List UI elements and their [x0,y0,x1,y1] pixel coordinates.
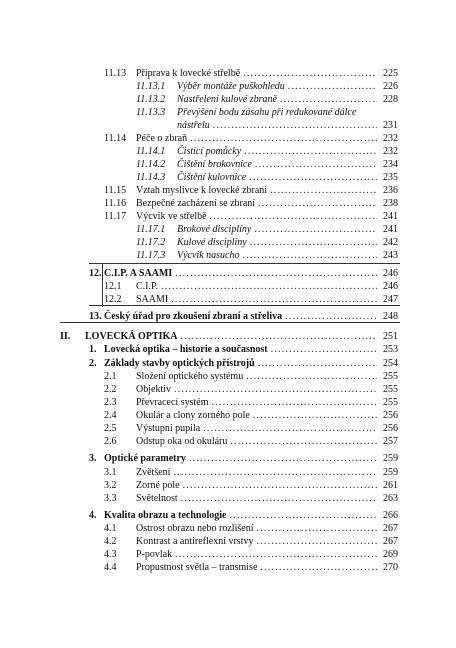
toc-entry-title: Objektiv [136,384,171,395]
toc-entry-page: 236 [383,185,398,196]
toc-entry[interactable] [89,357,398,370]
dot-leader [173,466,377,479]
dot-leader [246,370,377,383]
dot-leader [203,422,377,435]
toc-entry-title: Převýšení bodu zásahu při redukované dálce [177,107,357,118]
toc-entry-page: 228 [383,94,398,105]
toc-entry[interactable] [104,561,398,574]
toc-entry-page: 259 [383,467,398,478]
toc-entry-title: Brokové disciplíny [177,224,252,235]
toc-entry[interactable] [104,522,398,535]
toc-entry[interactable] [60,330,398,343]
toc-entry-number: 11.16 [104,198,127,209]
toc-entry[interactable] [136,80,398,93]
toc-entry-page: 225 [383,68,398,79]
toc-entry-title: Výstupní pupila [136,423,201,434]
toc-entry-title: Nastřelení kulové zbraně [177,94,277,105]
dot-leader [183,479,377,492]
toc-entry-number: 11.13.2 [136,94,166,105]
toc-entry-number: 2. [89,358,97,369]
toc-entry-page: 255 [383,397,398,408]
toc-entry[interactable] [89,267,398,280]
dot-leader [175,267,377,280]
toc-entry-number: 2.6 [104,436,117,447]
dot-leader [189,452,377,465]
dot-leader [213,119,377,132]
toc-entry-number: 11.17.3 [136,250,166,261]
toc-entry[interactable] [104,197,398,210]
toc-entry[interactable] [136,171,398,184]
toc-entry[interactable] [136,106,398,119]
dot-leader [181,492,377,505]
toc-entry-page: 242 [383,237,398,248]
dot-leader [230,509,378,522]
toc-entry-number: 11.13 [104,68,127,79]
toc-entry-title: P-povlak [136,549,173,560]
toc-entry-title: Výcvik ve střelbě [136,211,207,222]
toc-entry[interactable] [104,548,398,561]
toc-entry[interactable] [104,492,398,505]
dot-leader [175,548,377,561]
toc-entry[interactable] [104,409,398,422]
divider [60,322,400,323]
toc-entry-title: Kvalita obrazu a technologie [104,510,227,521]
toc-entry-title: Příprava k lovecké střelbě [136,68,241,79]
toc-entry-title: Čištění brokovnice [177,159,252,170]
divider [89,263,400,264]
toc-entry-number: 4.2 [104,536,117,547]
toc-entry-number: 11.14.2 [136,159,166,170]
toc-entry-number: 4.3 [104,549,117,560]
toc-entry-page: 259 [383,453,398,464]
toc-entry-page: 238 [383,198,398,209]
toc-entry-title: Propustnost světla – transmise [136,562,258,573]
toc-entry-number: 4.1 [104,523,117,534]
dot-leader [258,357,377,370]
toc-entry-page: 235 [383,172,398,183]
toc-entry[interactable] [104,210,398,223]
dot-leader [256,535,377,548]
toc-entry-number: 11.14 [104,133,127,144]
toc-entry[interactable] [104,280,398,293]
toc-entry-page: 241 [383,224,398,235]
toc-entry-title: C.I.P. [136,281,158,292]
toc-entry-page: 247 [383,294,398,305]
toc-entry-title: C.I.P. A SAAMI [104,268,173,279]
toc-entry-page: 263 [383,493,398,504]
toc-entry-number: 11.14.1 [136,146,166,157]
toc-entry[interactable] [136,145,398,158]
dot-leader [280,93,377,106]
toc-entry[interactable] [104,383,398,396]
toc-entry-title: Výběr montáže puškohledu [177,81,285,92]
toc-entry-number: 3.3 [104,493,117,504]
toc-entry-page: 266 [383,510,398,521]
toc-entry-title: Ostrost obrazu nebo rozlišení [136,523,254,534]
toc-entry-page: 241 [383,211,398,222]
dot-leader [288,80,377,93]
toc-entry-title: Kulové disciplíny [177,237,247,248]
divider [102,263,103,307]
toc-entry-page: 261 [383,480,398,491]
toc-entry-number: 3.1 [104,467,117,478]
toc-entry-page: 248 [383,311,398,322]
toc-entry-title: Výcvik nasucho [177,250,240,261]
dot-leader [270,184,377,197]
toc-entry[interactable] [136,249,398,262]
toc-entry-page: 256 [383,410,398,421]
toc-entry[interactable] [104,67,398,80]
toc-entry-page: 232 [383,133,398,144]
toc-entry-title: Péče o zbraň [136,133,188,144]
toc-entry-page: 243 [383,250,398,261]
toc-entry-page: 267 [383,536,398,547]
dot-leader [256,522,377,535]
dot-leader [258,197,377,210]
toc-entry[interactable] [104,370,398,383]
toc-entry-title: Převracecí systém [136,397,209,408]
dot-leader [211,396,377,409]
toc-entry-number: 11.13.3 [136,107,166,118]
dot-leader [161,280,377,293]
toc-entry-title: Lovecká optika – historie a současnost [104,344,268,355]
dot-leader [181,330,377,343]
toc-entry[interactable] [136,93,398,106]
toc-entry-number: 12. [89,268,102,279]
toc-entry-title: Kontrast a antireflexní vrstvy [136,536,254,547]
toc-entry-title: Okulár a clony zorného pole [136,410,250,421]
toc-entry-page: 257 [383,436,398,447]
toc-entry-title: Složení optického systému [136,371,244,382]
toc-entry-number: 2.4 [104,410,117,421]
toc-entry-page: 255 [383,384,398,395]
toc-entry-number: 11.13.1 [136,81,166,92]
toc-entry-number: 13. [89,311,102,322]
toc-entry[interactable] [136,223,398,236]
toc-entry-title: Čisticí pomůcky [177,146,242,157]
dot-leader [253,409,377,422]
toc-entry-title: Odstup oka od okuláru [136,436,228,447]
toc-entry-page: 232 [383,146,398,157]
dot-leader [249,171,377,184]
toc-entry-number: 2.2 [104,384,117,395]
toc-entry-title: Zorné pole [136,480,180,491]
toc-entry-page: 226 [383,81,398,92]
dot-leader [271,343,377,356]
toc-entry[interactable] [177,119,398,132]
toc-entry-title: Bezpečné zacházení se zbraní [136,198,256,209]
toc-entry-page: 231 [383,120,398,131]
dot-leader [255,158,377,171]
toc-entry-number: 4. [89,510,97,521]
toc-entry[interactable] [104,479,398,492]
toc-entry-title: Vztah myslivce k lovecké zbrani [136,185,268,196]
toc-entry-page: 251 [383,331,398,342]
toc-entry-page: 254 [383,358,398,369]
dot-leader [250,236,377,249]
toc-entry[interactable] [89,452,398,465]
toc-entry[interactable] [136,236,398,249]
toc-entry-number: 4.4 [104,562,117,573]
toc-entry[interactable] [89,509,398,522]
toc-entry-title: Světelnost [136,493,178,504]
toc-entry-number: 3. [89,453,97,464]
toc-entry-number: 2.1 [104,371,117,382]
toc-entry-number: 2.5 [104,423,117,434]
dot-leader [244,145,377,158]
toc-entry-page: 255 [383,371,398,382]
dot-leader [190,132,377,145]
toc-entry-number: 11.15 [104,185,127,196]
divider [89,305,400,306]
toc-entry-number: 12.2 [104,294,122,305]
toc-entry-number: 11.17.2 [136,237,166,248]
toc-entry-number: 12.1 [104,281,122,292]
toc-entry-page: 270 [383,562,398,573]
toc-entry-page: 246 [383,268,398,279]
toc-entry-number: 11.14.3 [136,172,166,183]
dot-leader [254,223,377,236]
toc-entry-title: SAAMI [136,294,169,305]
toc-entry[interactable] [104,466,398,479]
toc-entry-title: nástřelu [177,120,210,131]
toc-entry-page: 246 [383,281,398,292]
toc-entry-number: 2.3 [104,397,117,408]
toc-entry-page: 234 [383,159,398,170]
toc-entry-number: 11.17.1 [136,224,166,235]
toc-entry-page: 253 [383,344,398,355]
toc-entry-title: LOVECKÁ OPTIKA [85,331,178,342]
toc-entry-page: 269 [383,549,398,560]
toc-entry-number: 3.2 [104,480,117,491]
toc-entry-number: II. [60,331,71,342]
toc-entry-page: 256 [383,423,398,434]
dot-leader [243,67,377,80]
dot-leader [242,249,377,262]
toc-entry-title: Zvětšení [136,467,171,478]
toc-entry[interactable] [104,435,398,448]
dot-leader [174,383,377,396]
toc-entry[interactable] [104,184,398,197]
toc-entry-title: Optické parametry [104,453,186,464]
toc-entry[interactable] [104,132,398,145]
toc-entry-number: 11.17 [104,211,127,222]
toc-entry[interactable] [136,158,398,171]
dot-leader [230,435,377,448]
toc-entry[interactable] [104,396,398,409]
dot-leader [260,561,377,574]
toc-entry-title: Základy stavby optických přístrojů [104,358,255,369]
toc-entry[interactable] [104,422,398,435]
toc-entry-title: Český úřad pro zkoušení zbraní a střeliva [104,311,283,322]
toc-entry-number: 1. [89,344,97,355]
toc-entry-page: 267 [383,523,398,534]
toc-entry[interactable] [89,343,398,356]
dot-leader [210,210,377,223]
toc-entry[interactable] [104,535,398,548]
toc-entry-title: Čištění kulovnice [177,172,247,183]
